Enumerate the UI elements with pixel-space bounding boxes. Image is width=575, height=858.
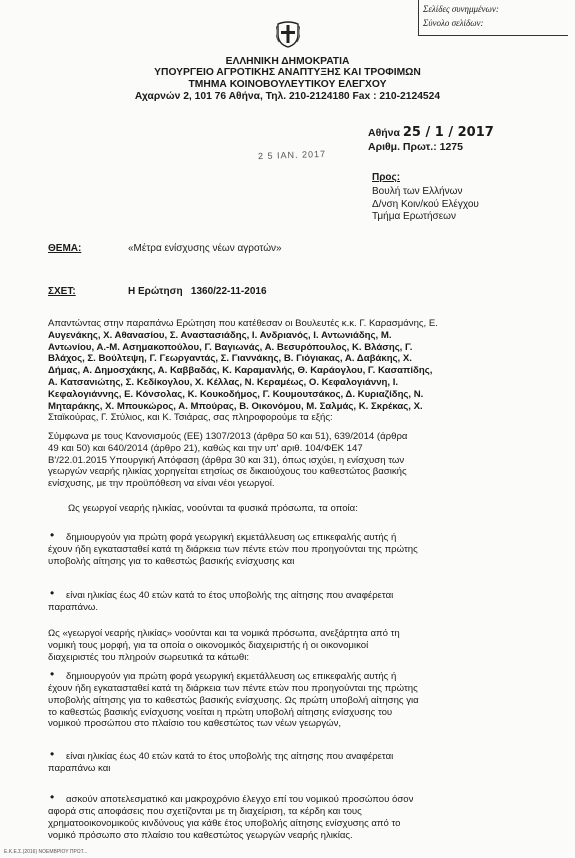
text-line: διαχειριστές του πληρούν σωρευτικά τα κάτωθι: — [48, 651, 250, 663]
text-line: υποβολής αίτησης για το καθεστώς βασικής ενίσχυσης και — [48, 555, 295, 567]
text-line: 49 και 50) και 640/2014 (άρθρο 21), καθώς και την υπ' αριθ. 104/ΦΕΚ 147 — [48, 442, 363, 454]
paragraph-intro — [48, 318, 538, 424]
text-line: έχουν ήδη εγκατασταθεί κατά τη διάρκεια των πέντε ετών που προηγούνται της πρώτης — [48, 544, 418, 555]
text-line: δημιουργούν για πρώτη φορά γεωργική εκμετάλλευση ως επικεφαλής αυτής ή — [66, 671, 397, 682]
total-pages-label: Σύνολο σελίδων: — [423, 18, 484, 28]
pages-attached-label: Σελίδες συνημμένων: — [423, 4, 499, 14]
text-line: το καθεστώς βασικής ενίσχυσης νοείται η πρώτη υποβολή αίτησης ενίσχυσης του — [48, 706, 393, 718]
text-line: Β'/22.01.2015 Υπουργική Απόφαση (άρθρα 30 και 31), όπως ισχύει, η ενίσχυση των — [48, 454, 405, 466]
text-line: γεωργών νεαρής ηλικίας χορηγείται ετησίως σε δικαιούχους του καθεστώτος βασικής — [48, 466, 407, 478]
text-line: χρηματοοικονομικούς κινδύνους για κάθε έτος υποβολής αίτησης ενίσχυσης από το — [48, 817, 401, 829]
recipient-line: Δ/νση Κοιν/κού Ελέγχου — [372, 198, 479, 210]
recipient-line: Βουλή των Ελλήνων — [372, 186, 463, 197]
bullet-item-continued — [48, 683, 538, 730]
recipient-block — [372, 186, 479, 224]
text-line: Μηταράκης, Χ. Μπουκώρος, Α. Μπούρας, Β. Οικονόμου, Μ. Σαλμάς, Κ. Σκρέκας, Χ. — [48, 400, 423, 412]
text-line: Αυγενάκης, Χ. Αθανασίου, Σ. Αναστασιάδης, Ι. Ανδριανός, Ι. Αντωνιάδης, Μ. — [48, 329, 392, 341]
text-line: Σταϊκούρας, Γ. Στύλιος, και Κ. Τσιάρας, σας πληροφορούμε τα εξής: — [48, 412, 333, 424]
bullet-item — [66, 532, 538, 544]
footer-code: Ε.Κ.Ε.Σ.(2016) ΝΟΕΜΒΡΙΟΥ ΠΡΩΤ... — [4, 849, 88, 855]
protocol-label: Αριθμ. Πρωτ.: — [368, 141, 437, 153]
text-line: Βλάχος, Σ. Βούλτεψη, Γ. Γεωργαντάς, Σ. Γιαννάκης, Β. Γιόγιακας, Α. Δαβάκης, Χ. — [48, 353, 412, 365]
bullet-item — [66, 794, 538, 806]
text-line: ενίσχυσης, με την προϋπόθεση να είναι νέοι γεωργοί. — [48, 478, 275, 490]
received-date-stamp: 2 5 ΙΑΝ. 2017 — [257, 148, 327, 162]
date-line — [368, 125, 494, 140]
text-line: παραπάνω και — [48, 763, 111, 774]
text-line: νομικού προσώπου στο πλαίσιο του καθεστώτος των νέων γεωργών, — [48, 718, 342, 730]
bullet-item — [66, 671, 538, 683]
attachment-stamp-box — [418, 0, 568, 36]
text-line: είναι ηλικίας έως 40 ετών κατά το έτος υποβολής της αίτησης που αναφέρεται — [66, 590, 394, 601]
bullet-icon: • — [50, 790, 55, 804]
header-address: Αχαρνών 2, 101 76 Αθήνα, Τηλ. 210-2124180 Fax : 210-2124524 — [134, 91, 441, 102]
subject-label: ΘΕΜΑ: — [48, 243, 82, 254]
paragraph-regulations — [48, 431, 538, 490]
bullet-item-continued — [48, 806, 538, 841]
protocol-line — [368, 141, 463, 153]
bullet-item-continued — [48, 602, 538, 614]
handwritten-date: 25 / 1 / 2017 — [402, 125, 494, 140]
text-line: ασκούν αποτελεσματικό και μακροχρόνιο έλεγχο επί του νομικού προσώπου όσον — [66, 794, 414, 805]
text-line: έχουν ήδη εγκατασταθεί κατά τη διάρκεια των πέντε ετών που προηγούνται της πρώτης — [48, 683, 418, 694]
greek-coat-of-arms-icon — [276, 20, 300, 48]
bullet-item-continued — [48, 763, 538, 775]
text-line: υποβολής αίτησης για το καθεστώς βασικής ενίσχυσης. Ως πρώτη υποβολή αίτησης για — [48, 694, 419, 706]
reference-label: ΣΧΕΤ: — [48, 286, 76, 297]
text-line: Α. Κατσανιώτης, Σ. Κεδίκογλου, Χ. Κέλλας, Ν. Κεραμέως, Ο. Κεφαλογιάννη, Ι. — [48, 376, 399, 388]
text-line: Σύμφωνα με τους Κανονισμούς (ΕΕ) 1307/2013 (άρθρα 50 και 51), 639/2014 (άρθρα — [48, 431, 408, 442]
text-line: δημιουργούν για πρώτη φορά γεωργική εκμετάλλευση ως επικεφαλής αυτής ή — [66, 532, 397, 543]
header-ministry: ΥΠΟΥΡΓΕΙΟ ΑΓΡΟΤΙΚΗΣ ΑΝΑΠΤΥΞΗΣ ΚΑΙ ΤΡΟΦΙΜΩΝ — [154, 67, 421, 78]
text-line: Δήμας, Α. Δημοσχάκης, Α. Καββαδάς, Κ. Καραμανλής, Θ. Καράογλου, Γ. Κασαπίδης, — [48, 365, 433, 377]
text-line: παραπάνω. — [48, 602, 99, 613]
text-line: νομικό πρόσωπο στο πλαίσιο του καθεστώτος γεωργών νεαρής ηλικίας. — [48, 829, 353, 841]
text-line: Ως «γεωργοί νεαρής ηλικίας» νοούνται και τα νομικά πρόσωπα, ανεξάρτητα από τη — [48, 628, 400, 639]
protocol-number: 1275 — [439, 141, 463, 153]
bullet-icon: • — [50, 528, 55, 542]
reference-text: Η Ερώτηση 1360/22-11-2016 — [128, 286, 267, 297]
place-label: Αθήνα — [368, 127, 400, 139]
paragraph-legal-entities — [48, 628, 538, 663]
bullet-item-continued — [48, 544, 538, 568]
bullet-item — [66, 590, 538, 602]
text-line: είναι ηλικίας έως 40 ετών κατά το έτος υποβολής της αίτησης που αναφέρεται — [66, 751, 394, 762]
header-republic: ΕΛΛΗΝΙΚΗ ΔΗΜΟΚΡΑΤΙΑ — [225, 56, 350, 67]
bullet-icon: • — [50, 747, 55, 761]
subject-text: «Μέτρα ενίσχυσης νέων αγροτών» — [128, 243, 282, 254]
text-line: Κεφαλογιάννης, Ε. Κόνσολας, Κ. Κουκοδήμος, Γ. Κουμουτσάκος, Δ. Κυριαζίδης, Ν. — [48, 388, 424, 400]
bullet-item — [66, 751, 538, 763]
paragraph-definition: Ως γεωργοί νεαρής ηλικίας, νοούνται τα φυσικά πρόσωπα, τα οποία: — [68, 503, 358, 514]
recipient-line: Τμήμα Ερωτήσεων — [372, 211, 456, 222]
text-line: Αντωνίου, Α.-Μ. Ασημακοπούλου, Γ. Βαγιωνάς, Α. Βεσυρόπουλος, Κ. Βλάσης, Γ. — [48, 341, 413, 353]
bullet-icon: • — [50, 667, 55, 681]
text-line: αφορά στις αποφάσεις που σχετίζονται με τη διαχείριση, τα κέρδη και τους — [48, 806, 362, 817]
recipient-label: Προς: — [372, 172, 401, 183]
text-line: νομική τους μορφή, για τα οποία ο οικονομικός διαχειριστής ή οι οικονομικοί — [48, 639, 369, 651]
header-department: ΤΜΗΜΑ ΚΟΙΝΟΒΟΥΛΕΥΤΙΚΟΥ ΕΛΕΓΧΟΥ — [188, 79, 387, 90]
bullet-icon: • — [50, 586, 55, 600]
text-line: Απαντώντας στην παραπάνω Ερώτηση που κατέθεσαν οι Βουλευτές κ.κ. Γ. Καρασμάνης, Ε. — [48, 318, 438, 329]
